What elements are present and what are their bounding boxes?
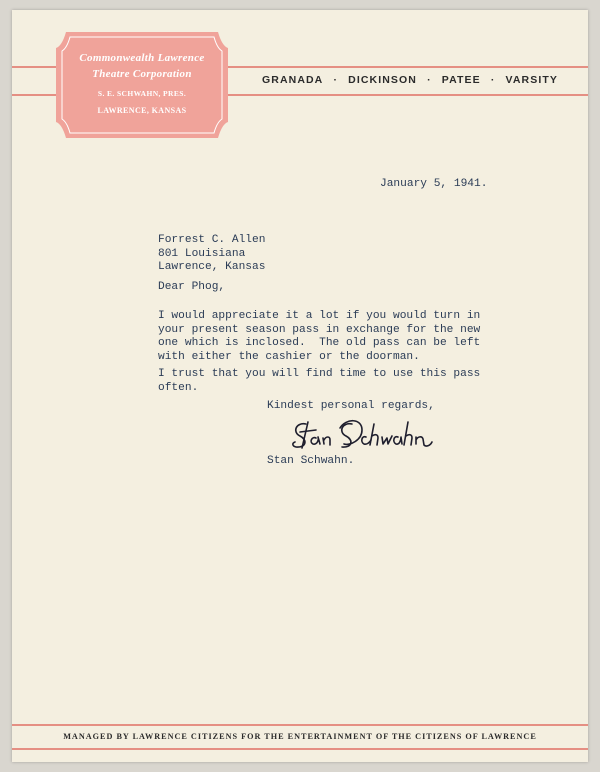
theatre-separator: ·: [333, 74, 339, 86]
letter-date: January 5, 1941.: [380, 178, 488, 190]
company-name-line2: Theatre Corporation: [92, 68, 192, 80]
handwritten-signature: [290, 414, 450, 459]
theatre-separator: ·: [490, 74, 496, 86]
paragraph-line: I would appreciate it a lot if you would turn in: [158, 310, 481, 322]
footer-tagline: MANAGED BY LAWRENCE CITIZENS FOR THE ENTERTAINMENT OF THE CITIZENS OF LAWRENCE: [63, 732, 537, 741]
theatre-varsity: VARSITY: [505, 74, 558, 86]
company-name-line1: Commonwealth Lawrence: [79, 52, 205, 64]
theatre-separator: ·: [427, 74, 432, 86]
company-city: LAWRENCE, KANSAS: [97, 106, 187, 115]
company-logo: [56, 32, 228, 138]
recipient-name: Forrest C. Allen: [158, 234, 266, 246]
letter-sheet: [12, 10, 588, 762]
typed-signature-name: Stan Schwahn.: [267, 455, 355, 467]
paragraph-line: with either the cashier or the doorman.: [158, 350, 420, 363]
closing: Kindest personal regards,: [267, 400, 435, 412]
recipient-city: Lawrence, Kansas: [158, 261, 266, 274]
paragraph-line: often.: [158, 381, 199, 394]
paragraph-line: your present season pass in exchange for the new: [158, 323, 481, 336]
paragraph-line: one which is inclosed. The old pass can be left: [158, 337, 481, 350]
recipient-address: [158, 234, 265, 275]
paragraph-1: [158, 310, 480, 364]
paragraph-2: [158, 368, 480, 395]
footer-rule-bottom: [12, 748, 588, 750]
salutation: Dear Phog,: [158, 281, 226, 293]
footer-rule-top: [12, 724, 588, 726]
paragraph-line: I trust that you will find time to use this pass: [158, 368, 481, 380]
theatre-list: [262, 74, 558, 86]
recipient-street: 801 Louisiana: [158, 247, 246, 260]
company-president: S. E. SCHWAHN, PRES.: [97, 89, 187, 98]
theatre-dickinson: DICKINSON: [348, 74, 417, 86]
theatre-granada: GRANADA: [262, 74, 324, 86]
theatre-patee: PATEE: [441, 74, 481, 86]
